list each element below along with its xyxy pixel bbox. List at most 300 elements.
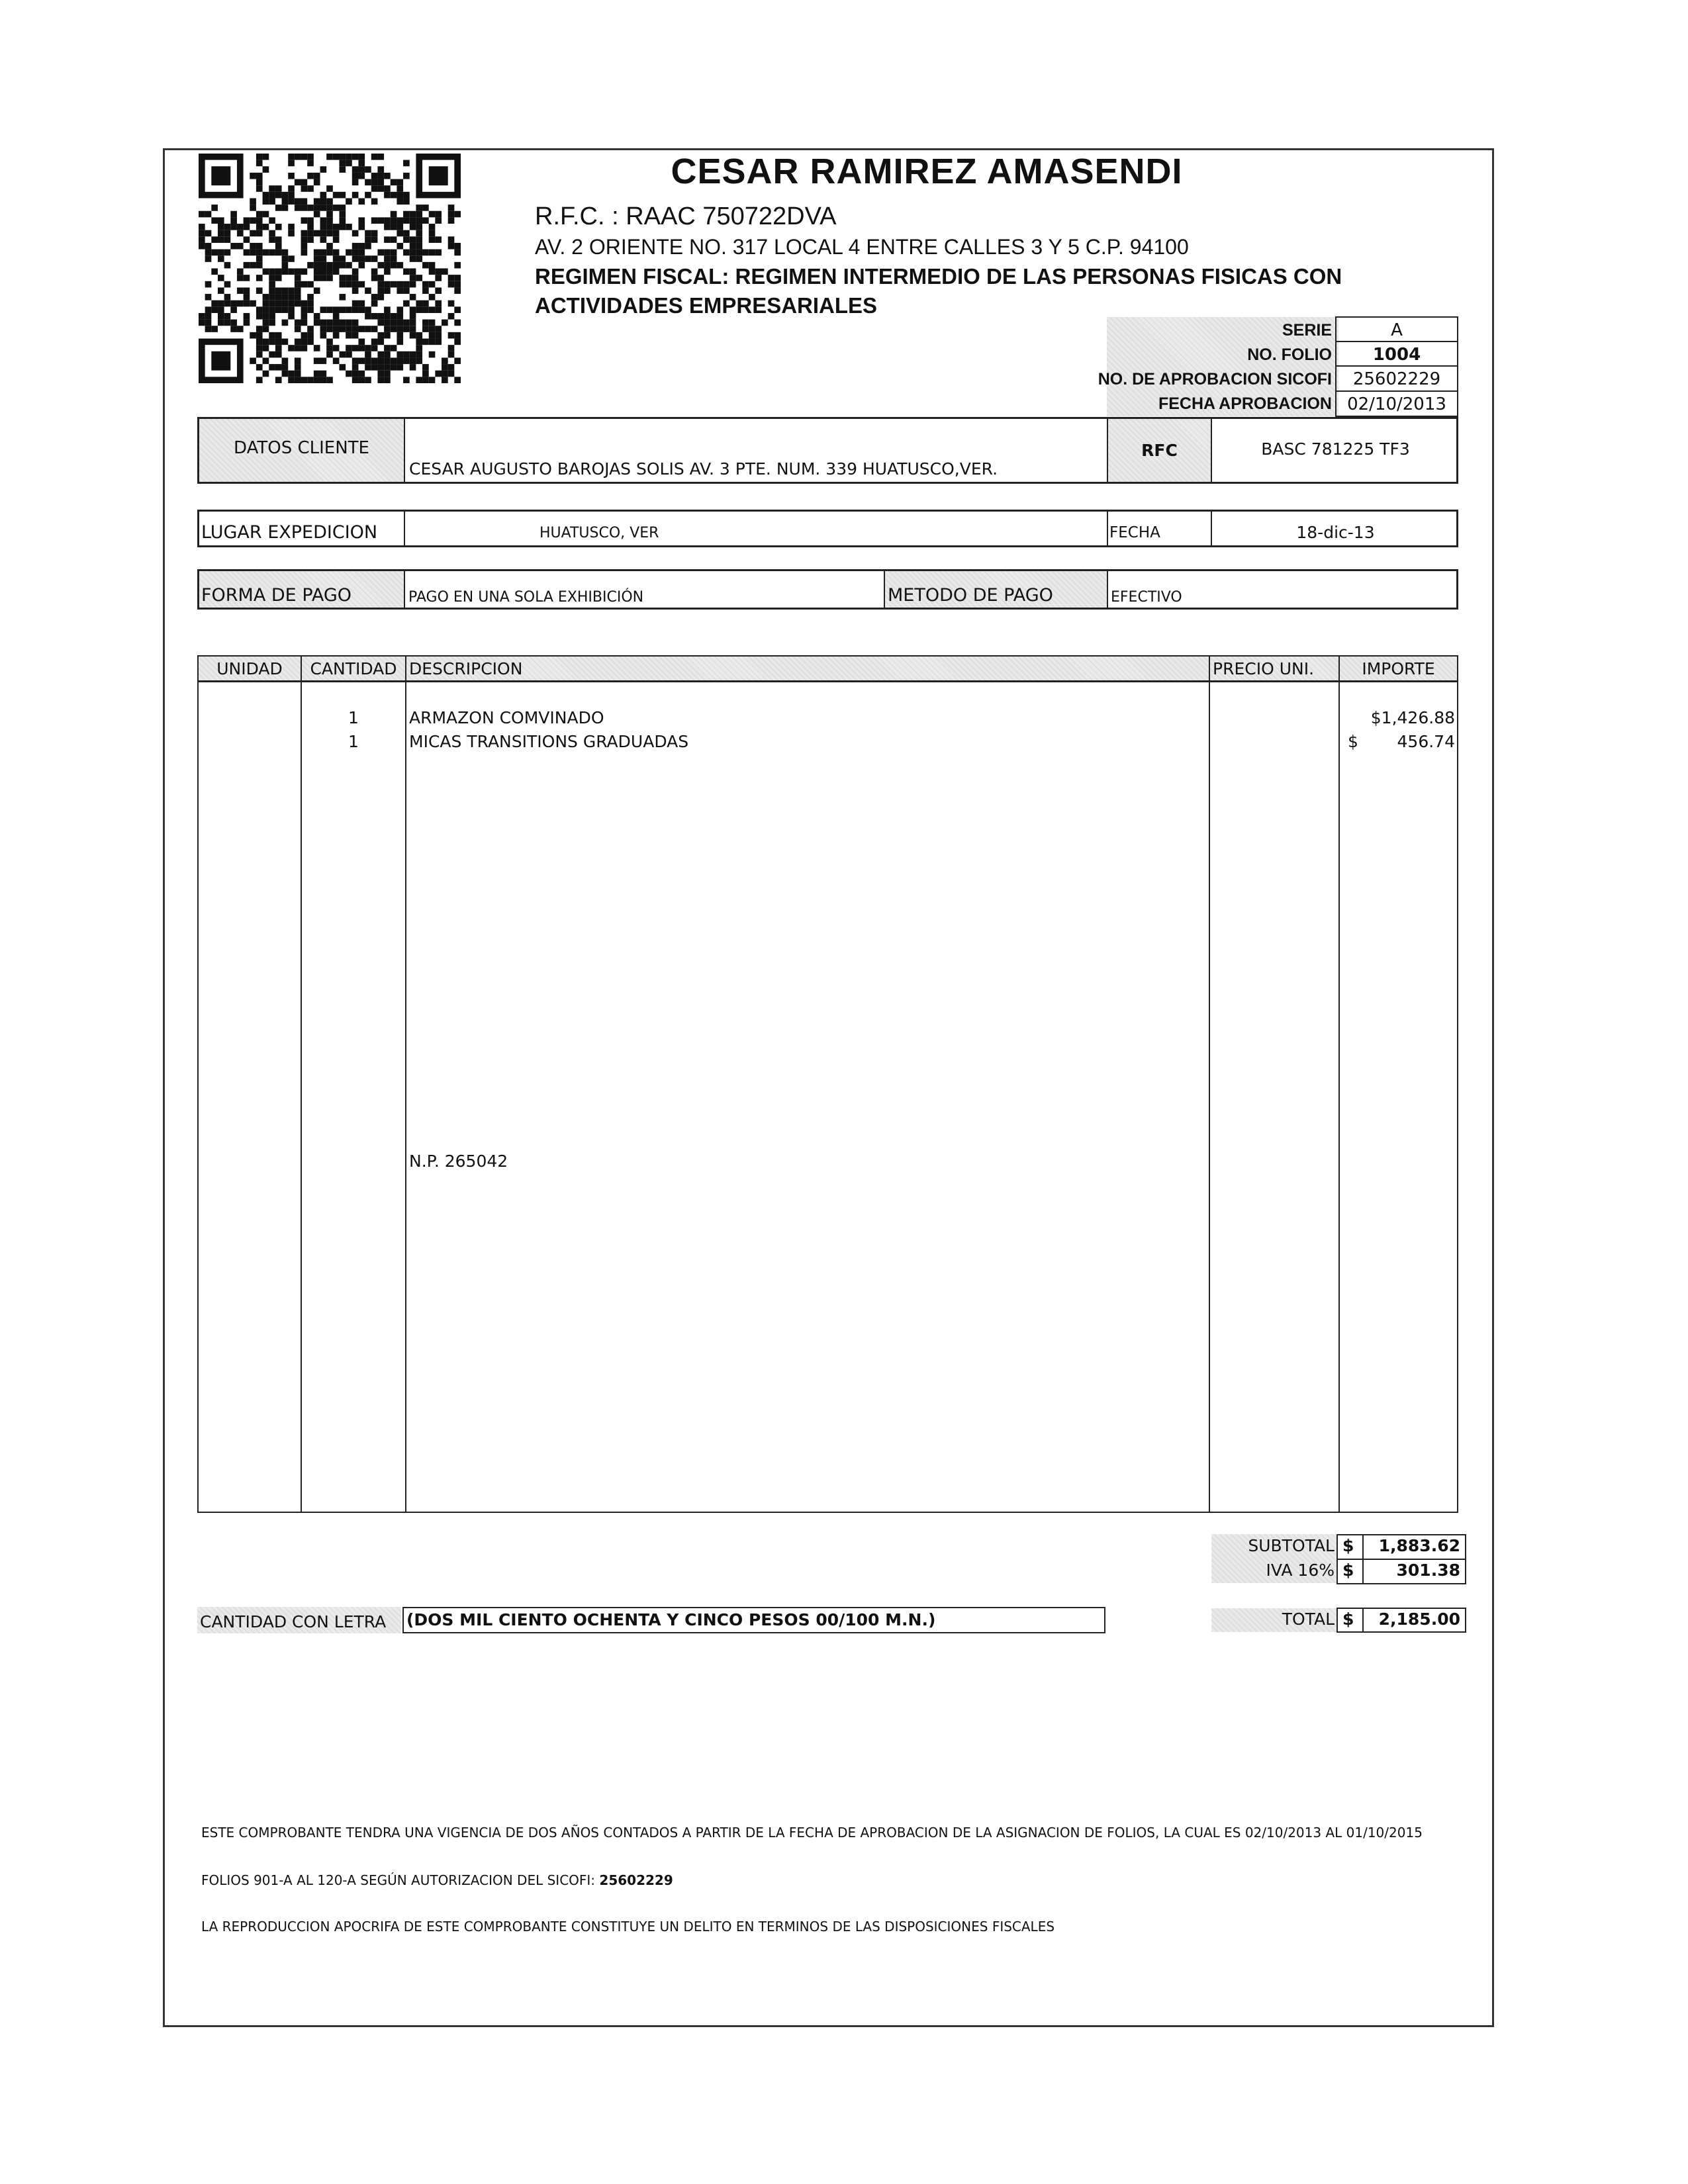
qr-module xyxy=(448,281,455,288)
qr-module xyxy=(384,306,391,313)
qr-module xyxy=(352,173,359,179)
qr-module xyxy=(282,250,289,256)
qr-module xyxy=(199,224,205,230)
qr-module xyxy=(339,217,346,224)
subtotal-value: 1,883.62 xyxy=(1378,1536,1460,1555)
qr-module xyxy=(371,185,378,192)
qr-module xyxy=(352,154,359,160)
qr-module xyxy=(352,192,359,199)
qr-module xyxy=(263,326,269,332)
qr-module xyxy=(263,269,269,275)
qr-module xyxy=(352,275,359,281)
qr-module xyxy=(333,332,340,339)
qr-module xyxy=(326,205,333,211)
qr-module xyxy=(416,250,422,256)
qr-module xyxy=(377,332,384,339)
qr-module xyxy=(410,255,416,262)
qr-module xyxy=(346,275,352,281)
qr-module xyxy=(288,306,295,313)
qr-module xyxy=(358,217,365,224)
qr-module xyxy=(314,377,320,383)
qr-module xyxy=(454,332,461,339)
qr-module xyxy=(442,377,448,383)
qr-module xyxy=(429,230,436,237)
qr-module xyxy=(403,281,410,288)
qr-module xyxy=(435,371,442,377)
qr-module xyxy=(269,300,275,307)
qr-module xyxy=(224,320,231,326)
qr-module xyxy=(397,281,403,288)
qr-module xyxy=(288,377,295,383)
qr-module xyxy=(256,160,263,167)
qr-module xyxy=(288,294,295,300)
iva-label: IVA 16% xyxy=(1266,1561,1335,1580)
payment-method-value: EFECTIVO xyxy=(1111,589,1182,606)
qr-module xyxy=(365,287,371,294)
date-label: FECHA xyxy=(1109,524,1160,541)
serie-value: A xyxy=(1391,320,1403,340)
qr-module xyxy=(218,250,224,256)
qr-module xyxy=(282,306,289,313)
qr-module xyxy=(435,300,442,307)
qr-module xyxy=(365,345,371,351)
qr-module xyxy=(339,275,346,281)
qr-module xyxy=(275,364,282,371)
qr-module xyxy=(237,275,244,281)
qr-module xyxy=(326,154,333,160)
qr-module xyxy=(237,287,244,294)
qr-module xyxy=(314,269,320,275)
qr-module xyxy=(269,269,275,275)
qr-module xyxy=(454,281,461,288)
qr-module xyxy=(397,320,403,326)
qr-module xyxy=(422,262,429,269)
qr-module xyxy=(288,269,295,275)
qr-module xyxy=(244,287,250,294)
footer-warning: LA REPRODUCCION APOCRIFA DE ESTE COMPROBANTE CONSTITUYE UN DELITO EN TERMINOS DE LAS DISPOSICIONES FISCALES xyxy=(201,1919,1055,1934)
iva-sign: $ xyxy=(1342,1561,1354,1580)
qr-module xyxy=(230,300,237,307)
qr-module xyxy=(397,364,403,371)
qr-module xyxy=(288,313,295,320)
qr-module xyxy=(199,211,205,218)
footer-folios xyxy=(201,1872,673,1888)
qr-module xyxy=(410,236,416,243)
qr-module xyxy=(263,211,269,218)
qr-module xyxy=(339,224,346,230)
qr-module xyxy=(244,300,250,307)
table-column-divider xyxy=(1338,657,1340,1512)
qr-module xyxy=(295,364,301,371)
qr-module xyxy=(250,250,256,256)
qr-module xyxy=(301,250,308,256)
qr-module xyxy=(295,371,301,377)
qr-module xyxy=(365,179,371,186)
qr-module xyxy=(314,357,320,364)
qr-module xyxy=(377,217,384,224)
qr-module xyxy=(244,294,250,300)
qr-module xyxy=(435,332,442,339)
qr-module xyxy=(358,250,365,256)
qr-module xyxy=(333,250,340,256)
qr-module xyxy=(275,236,282,243)
qr-module xyxy=(295,339,301,345)
qr-module xyxy=(377,364,384,371)
qr-module xyxy=(256,332,263,339)
qr-module xyxy=(326,306,333,313)
qr-module xyxy=(269,192,275,199)
qr-module xyxy=(346,345,352,351)
place-divider xyxy=(1107,512,1108,545)
qr-module xyxy=(269,230,275,237)
qr-module xyxy=(410,364,416,371)
qr-module xyxy=(391,262,397,269)
qr-module xyxy=(199,236,205,243)
qr-module xyxy=(448,332,455,339)
qr-module xyxy=(282,262,289,269)
qr-module xyxy=(377,262,384,269)
qr-module xyxy=(358,377,365,383)
qr-module xyxy=(448,300,455,307)
qr-module xyxy=(256,230,263,237)
qr-module xyxy=(403,236,410,243)
qr-module xyxy=(301,339,308,345)
qr-module xyxy=(230,217,237,224)
qr-module xyxy=(275,275,282,281)
qr-module xyxy=(295,357,301,364)
qr-module xyxy=(377,250,384,256)
qr-module xyxy=(352,269,359,275)
qr-module xyxy=(377,173,384,179)
total-label: TOTAL xyxy=(1282,1610,1335,1629)
qr-module xyxy=(448,351,455,358)
qr-module xyxy=(301,332,308,339)
qr-module xyxy=(410,211,416,218)
qr-module xyxy=(346,250,352,256)
qr-module xyxy=(288,173,295,179)
qr-module xyxy=(384,269,391,275)
qr-module xyxy=(384,173,391,179)
table-column-divider xyxy=(301,657,302,1512)
qr-module xyxy=(211,306,218,313)
qr-module xyxy=(250,198,256,205)
qr-module xyxy=(333,262,340,269)
qr-module xyxy=(307,326,314,332)
qr-module xyxy=(263,345,269,351)
qr-module xyxy=(410,294,416,300)
qr-module xyxy=(435,269,442,275)
qr-module xyxy=(352,179,359,186)
qr-module xyxy=(377,320,384,326)
qr-module xyxy=(237,243,244,250)
place-value: HUATUSCO, VER xyxy=(539,525,659,541)
qr-module xyxy=(454,320,461,326)
qr-module xyxy=(275,306,282,313)
qr-module xyxy=(256,255,263,262)
qr-module xyxy=(205,320,212,326)
qr-module xyxy=(250,332,256,339)
total-value: 2,185.00 xyxy=(1378,1610,1460,1629)
qr-module xyxy=(301,320,308,326)
qr-module xyxy=(320,224,327,230)
issuer-rfc: R.F.C. : RAAC 750722DVA xyxy=(535,203,837,230)
qr-module xyxy=(403,160,410,167)
qr-module xyxy=(397,217,403,224)
qr-module xyxy=(269,250,275,256)
qr-module xyxy=(269,313,275,320)
qr-module xyxy=(352,243,359,250)
qr-module xyxy=(282,255,289,262)
qr-module xyxy=(365,192,371,199)
folio-value: 1004 xyxy=(1372,345,1421,365)
qr-module xyxy=(320,332,327,339)
client-divider xyxy=(1211,419,1212,482)
qr-module xyxy=(358,160,365,167)
qr-module xyxy=(301,306,308,313)
company-name: CESAR RAMIREZ AMASENDI xyxy=(671,152,1183,191)
qr-module xyxy=(371,198,378,205)
row2-importe: 456.74 xyxy=(1397,732,1455,751)
qr-module xyxy=(391,281,397,288)
qr-module xyxy=(333,326,340,332)
qr-module xyxy=(397,306,403,313)
qr-module xyxy=(211,250,218,256)
qr-module xyxy=(365,166,371,173)
qr-module xyxy=(333,357,340,364)
qr-module xyxy=(448,217,455,224)
qr-module xyxy=(391,364,397,371)
qr-module xyxy=(295,320,301,326)
qr-module xyxy=(224,313,231,320)
qr-module xyxy=(346,154,352,160)
qr-module xyxy=(416,339,422,345)
qr-module xyxy=(295,198,301,205)
qr-module xyxy=(410,313,416,320)
qr-module xyxy=(244,262,250,269)
qr-module xyxy=(403,326,410,332)
qr-module xyxy=(384,262,391,269)
qr-module xyxy=(288,345,295,351)
qr-module xyxy=(435,339,442,345)
qr-module xyxy=(410,281,416,288)
qr-module xyxy=(422,205,429,211)
qr-module xyxy=(263,250,269,256)
qr-module xyxy=(371,173,378,179)
qr-module xyxy=(237,224,244,230)
qr-module xyxy=(282,269,289,275)
qr-module xyxy=(244,236,250,243)
qr-module xyxy=(403,217,410,224)
qr-module xyxy=(429,250,436,256)
qr-module xyxy=(320,217,327,224)
qr-module xyxy=(224,230,231,237)
qr-module xyxy=(346,262,352,269)
qr-module xyxy=(301,243,308,250)
qr-module xyxy=(250,217,256,224)
qr-module xyxy=(391,313,397,320)
qr-module xyxy=(429,320,436,326)
qr-module xyxy=(199,230,205,237)
qr-module xyxy=(416,357,422,364)
qr-module xyxy=(256,275,263,281)
qr-module xyxy=(454,262,461,269)
qr-module xyxy=(377,275,384,281)
qr-module xyxy=(275,377,282,383)
qr-module xyxy=(429,339,436,345)
qr-module xyxy=(237,300,244,307)
qr-module xyxy=(384,217,391,224)
qr-module xyxy=(339,160,346,167)
qr-module xyxy=(358,357,365,364)
qr-module xyxy=(397,185,403,192)
qr-module xyxy=(358,173,365,179)
qr-module xyxy=(269,294,275,300)
qr-module xyxy=(422,306,429,313)
qr-module xyxy=(454,211,461,218)
qr-module xyxy=(244,224,250,230)
qr-module xyxy=(224,300,231,307)
qr-module xyxy=(429,269,436,275)
qr-module xyxy=(397,243,403,250)
qr-module xyxy=(314,275,320,281)
qr-module xyxy=(410,320,416,326)
qr-module xyxy=(205,313,212,320)
qr-module xyxy=(314,371,320,377)
place-divider xyxy=(1211,512,1212,545)
qr-module xyxy=(403,230,410,237)
qr-module xyxy=(442,364,448,371)
qr-module xyxy=(442,371,448,377)
qr-module xyxy=(314,205,320,211)
qr-module xyxy=(230,306,237,313)
qr-module xyxy=(371,255,378,262)
qr-module xyxy=(307,154,314,160)
qr-module xyxy=(307,205,314,211)
qr-module xyxy=(230,326,237,332)
header-cantidad: CANTIDAD xyxy=(310,659,397,678)
qr-module xyxy=(244,320,250,326)
qr-module xyxy=(250,230,256,237)
date-value: 18-dic-13 xyxy=(1296,523,1375,542)
qr-module xyxy=(448,313,455,320)
qr-module xyxy=(244,313,250,320)
qr-module xyxy=(218,236,224,243)
qr-module xyxy=(391,255,397,262)
qr-module xyxy=(205,281,212,288)
qr-module xyxy=(435,306,442,313)
qr-module xyxy=(371,326,378,332)
qr-module xyxy=(416,205,422,211)
qr-module xyxy=(224,281,231,288)
qr-module xyxy=(352,377,359,383)
qr-module xyxy=(397,357,403,364)
qr-module xyxy=(230,211,237,218)
qr-module xyxy=(320,377,327,383)
qr-module xyxy=(263,371,269,377)
qr-module xyxy=(435,211,442,218)
qr-module xyxy=(295,281,301,288)
qr-module xyxy=(346,306,352,313)
qr-module xyxy=(422,377,429,383)
qr-module xyxy=(371,357,378,364)
qr-module xyxy=(358,154,365,160)
qr-module xyxy=(339,262,346,269)
qr-module xyxy=(326,198,333,205)
qr-module xyxy=(422,320,429,326)
qr-module xyxy=(301,154,308,160)
qr-module xyxy=(416,243,422,250)
qr-module xyxy=(275,351,282,358)
qr-module xyxy=(352,306,359,313)
issuer-address: AV. 2 ORIENTE NO. 317 LOCAL 4 ENTRE CALLES 3 Y 5 C.P. 94100 xyxy=(535,235,1189,259)
qr-module xyxy=(371,294,378,300)
table-column-divider xyxy=(1209,657,1210,1512)
qr-module xyxy=(314,320,320,326)
qr-module xyxy=(429,351,436,358)
client-label: DATOS CLIENTE xyxy=(234,438,369,458)
qr-module xyxy=(256,326,263,332)
qr-module xyxy=(397,351,403,358)
qr-module xyxy=(448,243,455,250)
qr-module xyxy=(384,357,391,364)
qr-module xyxy=(288,300,295,307)
amount-words-label: CANTIDAD CON LETRA xyxy=(200,1612,387,1631)
qr-module xyxy=(391,224,397,230)
qr-module xyxy=(269,236,275,243)
qr-module xyxy=(397,179,403,186)
qr-module xyxy=(326,326,333,332)
qr-module xyxy=(263,357,269,364)
qr-module xyxy=(326,217,333,224)
qr-module xyxy=(288,230,295,237)
qr-module xyxy=(365,357,371,364)
qr-module xyxy=(384,224,391,230)
qr-module xyxy=(442,357,448,364)
qr-module xyxy=(339,364,346,371)
row2-cantidad: 1 xyxy=(348,732,359,751)
table-header-line xyxy=(199,680,1457,682)
qr-module xyxy=(199,313,205,320)
payment-divider xyxy=(1107,571,1108,608)
qr-module xyxy=(301,198,308,205)
qr-module xyxy=(377,351,384,358)
qr-module xyxy=(314,345,320,351)
qr-module xyxy=(314,179,320,186)
qr-module xyxy=(314,255,320,262)
qr-module xyxy=(314,262,320,269)
qr-module xyxy=(256,179,263,186)
qr-module xyxy=(320,320,327,326)
qr-module xyxy=(269,217,275,224)
qr-module xyxy=(346,160,352,167)
qr-module xyxy=(391,320,397,326)
total-sign: $ xyxy=(1342,1610,1354,1629)
qr-module xyxy=(256,339,263,345)
payment-form-value: PAGO EN UNA SOLA EXHIBICIÓN xyxy=(408,589,644,606)
qr-module xyxy=(326,351,333,358)
qr-module xyxy=(256,173,263,179)
qr-module xyxy=(454,287,461,294)
qr-module xyxy=(352,345,359,351)
qr-module xyxy=(371,345,378,351)
qr-module xyxy=(397,224,403,230)
qr-module xyxy=(416,217,422,224)
qr-module xyxy=(263,224,269,230)
qr-module xyxy=(435,236,442,243)
qr-module xyxy=(295,154,301,160)
qr-module xyxy=(391,345,397,351)
qr-module xyxy=(358,371,365,377)
